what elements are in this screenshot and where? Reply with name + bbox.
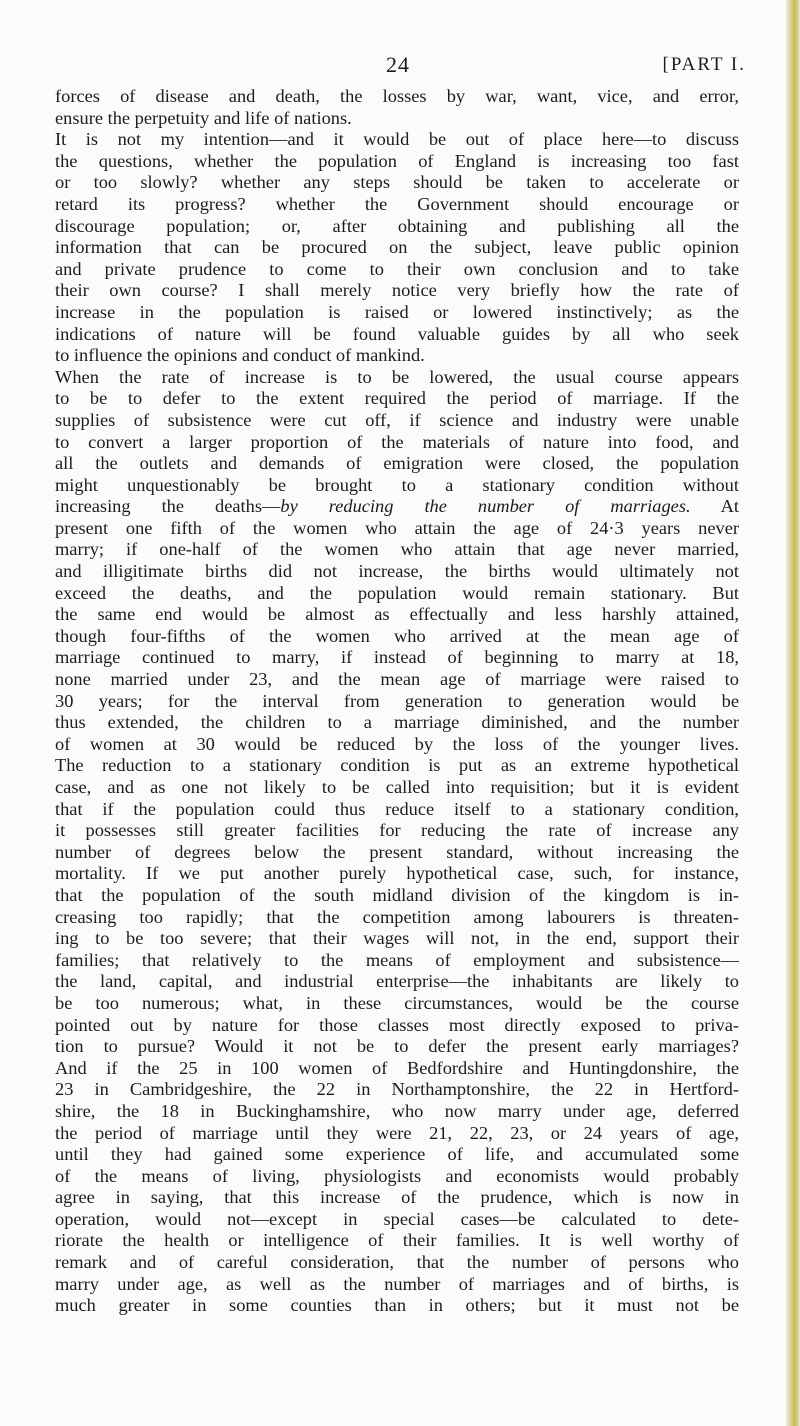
text-line: mortality. If we put another purely hypothetical case, such, for instance, bbox=[55, 863, 739, 884]
text-line: 30 years; for the interval from generation to generation would be bbox=[55, 690, 739, 711]
running-head: [PART I. bbox=[662, 54, 746, 75]
emphasized-phrase: by reducing the number of marriages. bbox=[280, 496, 691, 517]
text-line: creasing too rapidly; that the competition among labourers is threaten- bbox=[55, 906, 739, 927]
text-line: indications of nature will be found valuable guides by all who seek bbox=[55, 323, 739, 344]
text-line: forces of disease and death, the losses by war, want, vice, and error, bbox=[55, 86, 739, 106]
text-line: operation, would not—except in special cases—be calculated to dete- bbox=[55, 1208, 739, 1229]
text-line: The reduction to a stationary condition is put as an extreme hypothetical bbox=[55, 755, 739, 776]
text-line: to influence the opinions and conduct of mankind. bbox=[55, 345, 425, 366]
text-line: that if the population could thus reduce itself to a stationary condition, bbox=[55, 798, 739, 819]
text-line: the land, capital, and industrial enterprise—the inhabitants are likely to bbox=[55, 971, 739, 992]
text-segment: At bbox=[720, 496, 739, 517]
text-line: information that can be procured on the subject, leave public opinion bbox=[55, 237, 739, 258]
text-line: be too numerous; what, in these circumstances, would be the course bbox=[55, 992, 739, 1013]
text-line: it possesses still greater facilities for reducing the rate of increase any bbox=[55, 820, 739, 841]
text-line: ensure the perpetuity and life of nations. bbox=[55, 107, 352, 128]
text-line: their own course? I shall merely notice very briefly how the rate of bbox=[55, 280, 739, 301]
text-line: marriage continued to marry, if instead of beginning to marry at 18, bbox=[55, 647, 739, 668]
text-line: of women at 30 would be reduced by the loss of the younger lives. bbox=[55, 733, 739, 754]
text-line: or too slowly? whether any steps should be taken to accelerate or bbox=[55, 172, 739, 193]
text-line: and private prudence to come to their own conclusion and to take bbox=[55, 258, 739, 279]
text-line: When the rate of increase is to be lowered, the usual course appears bbox=[55, 366, 739, 387]
page-header bbox=[48, 52, 748, 82]
text-segment: increasing the deaths— bbox=[55, 496, 281, 517]
text-line: until they had gained some experience of life, and accumulated some bbox=[55, 1144, 739, 1165]
text-line: families; that relatively to the means of employment and subsistence— bbox=[55, 949, 739, 970]
text-line: marry; if one-half of the women who attain that age never married, bbox=[55, 539, 739, 560]
text-line: none married under 23, and the mean age of marriage were raised to bbox=[55, 669, 739, 690]
page-edge bbox=[786, 0, 800, 1426]
text-line: exceed the deaths, and the population would remain stationary. But bbox=[55, 582, 739, 603]
text-line: riorate the health or intelligence of their families. It is well worthy of bbox=[55, 1230, 739, 1251]
body-text bbox=[55, 86, 739, 1317]
text-line: and illigitimate births did not increase, the births would ultimately not bbox=[55, 561, 739, 582]
text-line: that the population of the south midland division of the kingdom is in- bbox=[55, 884, 739, 905]
text-line: And if the 25 in 100 women of Bedfordshire and Huntingdonshire, the bbox=[55, 1057, 739, 1078]
text-line: marry under age, as well as the number of marriages and of births, is bbox=[55, 1273, 739, 1294]
text-line-with-emphasis bbox=[55, 496, 739, 518]
text-line: tion to pursue? Would it not be to defer the present early marriages? bbox=[55, 1036, 739, 1057]
text-line: to be to defer to the extent required the period of marriage. If the bbox=[55, 388, 739, 409]
text-line: present one fifth of the women who attain the age of 24·3 years never bbox=[55, 517, 739, 538]
text-line: thus extended, the children to a marriage diminished, and the number bbox=[55, 712, 739, 733]
text-line: 23 in Cambridgeshire, the 22 in Northamptonshire, the 22 in Hertford- bbox=[55, 1079, 739, 1100]
text-line: pointed out by nature for those classes most directly exposed to priva- bbox=[55, 1014, 739, 1035]
text-line: retard its progress? whether the Government should encourage or bbox=[55, 193, 739, 214]
text-line: remark and of careful consideration, that the number of persons who bbox=[55, 1252, 739, 1273]
text-line: ing to be too severe; that their wages will not, in the end, support their bbox=[55, 928, 739, 949]
text-line: to convert a larger proportion of the materials of nature into food, and bbox=[55, 431, 739, 452]
text-line: agree in saying, that this increase of the prudence, which is now in bbox=[55, 1187, 739, 1208]
text-line: the same end would be almost as effectually and less harshly attained, bbox=[55, 604, 739, 625]
text-line: shire, the 18 in Buckinghamshire, who now marry under age, deferred bbox=[55, 1100, 739, 1121]
text-line: the period of marriage until they were 21, 22, 23, or 24 years of age, bbox=[55, 1122, 739, 1143]
text-line: It is not my intention—and it would be out of place here—to discuss bbox=[55, 129, 739, 150]
text-line: all the outlets and demands of emigration were closed, the population bbox=[55, 453, 739, 474]
text-line: much greater in some counties than in others; but it must not be bbox=[55, 1295, 739, 1316]
text-line: number of degrees below the present standard, without increasing the bbox=[55, 841, 739, 862]
text-line: increase in the population is raised or lowered instinctively; as the bbox=[55, 301, 739, 322]
text-line: discourage population; or, after obtaining and publishing all the bbox=[55, 215, 739, 236]
page-number: 24 bbox=[386, 52, 410, 77]
text-line: case, and as one not likely to be called into requisition; but it is evident bbox=[55, 777, 739, 797]
text-line: though four-fifths of the women who arrived at the mean age of bbox=[55, 625, 739, 646]
text-line: might unquestionably be brought to a stationary condition without bbox=[55, 474, 739, 495]
text-line: the questions, whether the population of England is increasing too fast bbox=[55, 150, 739, 171]
text-line: supplies of subsistence were cut off, if science and industry were unable bbox=[55, 409, 739, 430]
text-line: of the means of living, physiologists and economists would probably bbox=[55, 1165, 739, 1186]
